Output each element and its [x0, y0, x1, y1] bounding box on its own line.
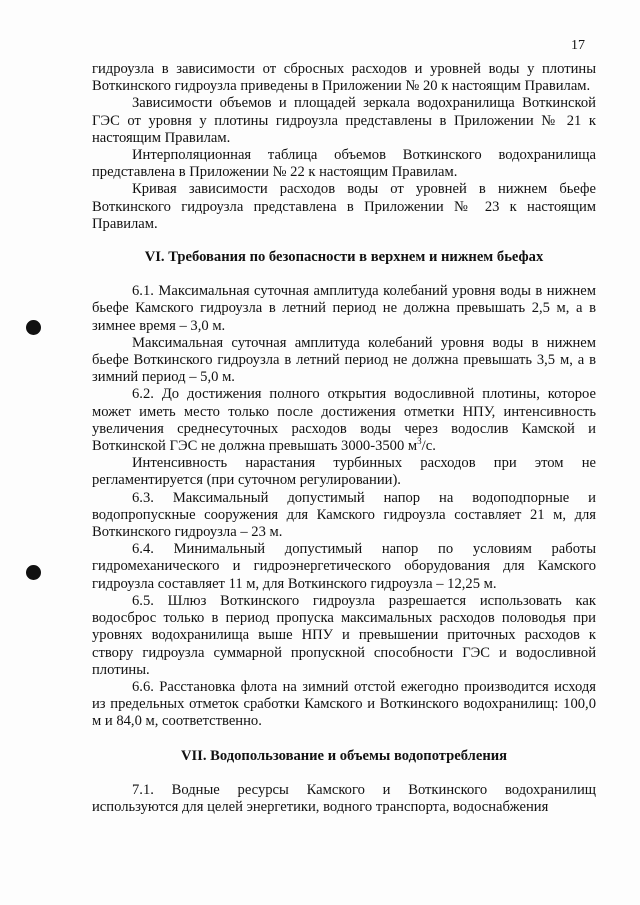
paragraph: гидроузла в зависимости от сбросных расходов и уровней воды у плотины Воткинского гидроузла приведены в Приложении № 20 к настоящим Правилам.	[92, 61, 596, 95]
paragraph: 6.5. Шлюз Воткинского гидроузла разрешается использовать как водосброс только в период пропуска максимальных расходов половодья при уровнях водохранилища выше НПУ и превышении приточных расходов к створу гидроузла суммарной пропускной способности ГЭС и водосливной плотины.	[92, 592, 596, 678]
paragraph: 6.6. Расстановка флота на зимний отстой ежегодно производится исходя из предельных отметок сработки Камского и Воткинского водохранилищ: 100,0 м и 84,0 м, соответственно.	[92, 678, 596, 730]
section-heading-7: VII. Водопользование и объемы водопотребления	[180, 747, 508, 764]
punch-hole	[26, 320, 41, 335]
section-heading-6: VI. Требования по безопасности в верхнем и нижнем бьефах	[144, 249, 544, 266]
punch-hole	[26, 565, 41, 580]
paragraph: 6.4. Минимальный допустимый напор по условиям работы гидромеханического и гидроэнергетического оборудования для Камского гидроузла составляет 11 м, для Воткинского гидроузла – 12,25 м.	[92, 541, 596, 592]
page-number: 17	[571, 38, 585, 53]
paragraph: Интерполяционная таблица объемов Воткинского водохранилища представлена в Приложении № 22 к настоящим Правилам.	[92, 147, 596, 181]
paragraph: 6.1. Максимальная суточная амплитуда колебаний уровня воды в нижнем бьефе Камского гидроузла в летний период не должна превышать 2,5 м, а в зимнее время – 3,0 м.	[92, 283, 596, 334]
unit-tail: /с.	[421, 438, 436, 455]
paragraph	[92, 386, 596, 455]
unit-superscript: 3	[417, 436, 422, 447]
paragraph: Интенсивность нарастания турбинных расходов при этом не регламентируется (при суточном регулировании).	[92, 455, 596, 489]
paragraph: 6.3. Максимальный допустимый напор на водоподпорные и водопропускные сооружения для Камского гидроузла составляет 21 м, для Воткинского гидроузла – 23 м.	[92, 489, 596, 541]
paragraph-text: 6.2. До достижения полного открытия водосливной плотины, которое может иметь место только после достижения отметки НПУ, интенсивность увеличения среднесуточных расходов воды через водослив Камской и Воткинской ГЭС не должна превышать 3000-3500 м	[92, 386, 596, 455]
document-body	[92, 61, 596, 816]
paragraph: Кривая зависимости расходов воды от уровней в нижнем бьефе Воткинского гидроузла представлена в Приложении № 23 к настоящим Правилам.	[92, 181, 596, 232]
paragraph: Максимальная суточная амплитуда колебаний уровня воды в нижнем бьефе Воткинского гидроузла в летний период не должна превышать 3,5 м, а в зимний период – 5,0 м.	[92, 334, 596, 386]
paragraph: Зависимости объемов и площадей зеркала водохранилища Воткинской ГЭС от уровня у плотины гидроузла представлены в Приложении № 21 к настоящим Правилам.	[92, 95, 596, 146]
paragraph: 7.1. Водные ресурсы Камского и Воткинского водохранилищ используются для целей энергетики, водного транспорта, водоснабжения	[92, 781, 596, 815]
